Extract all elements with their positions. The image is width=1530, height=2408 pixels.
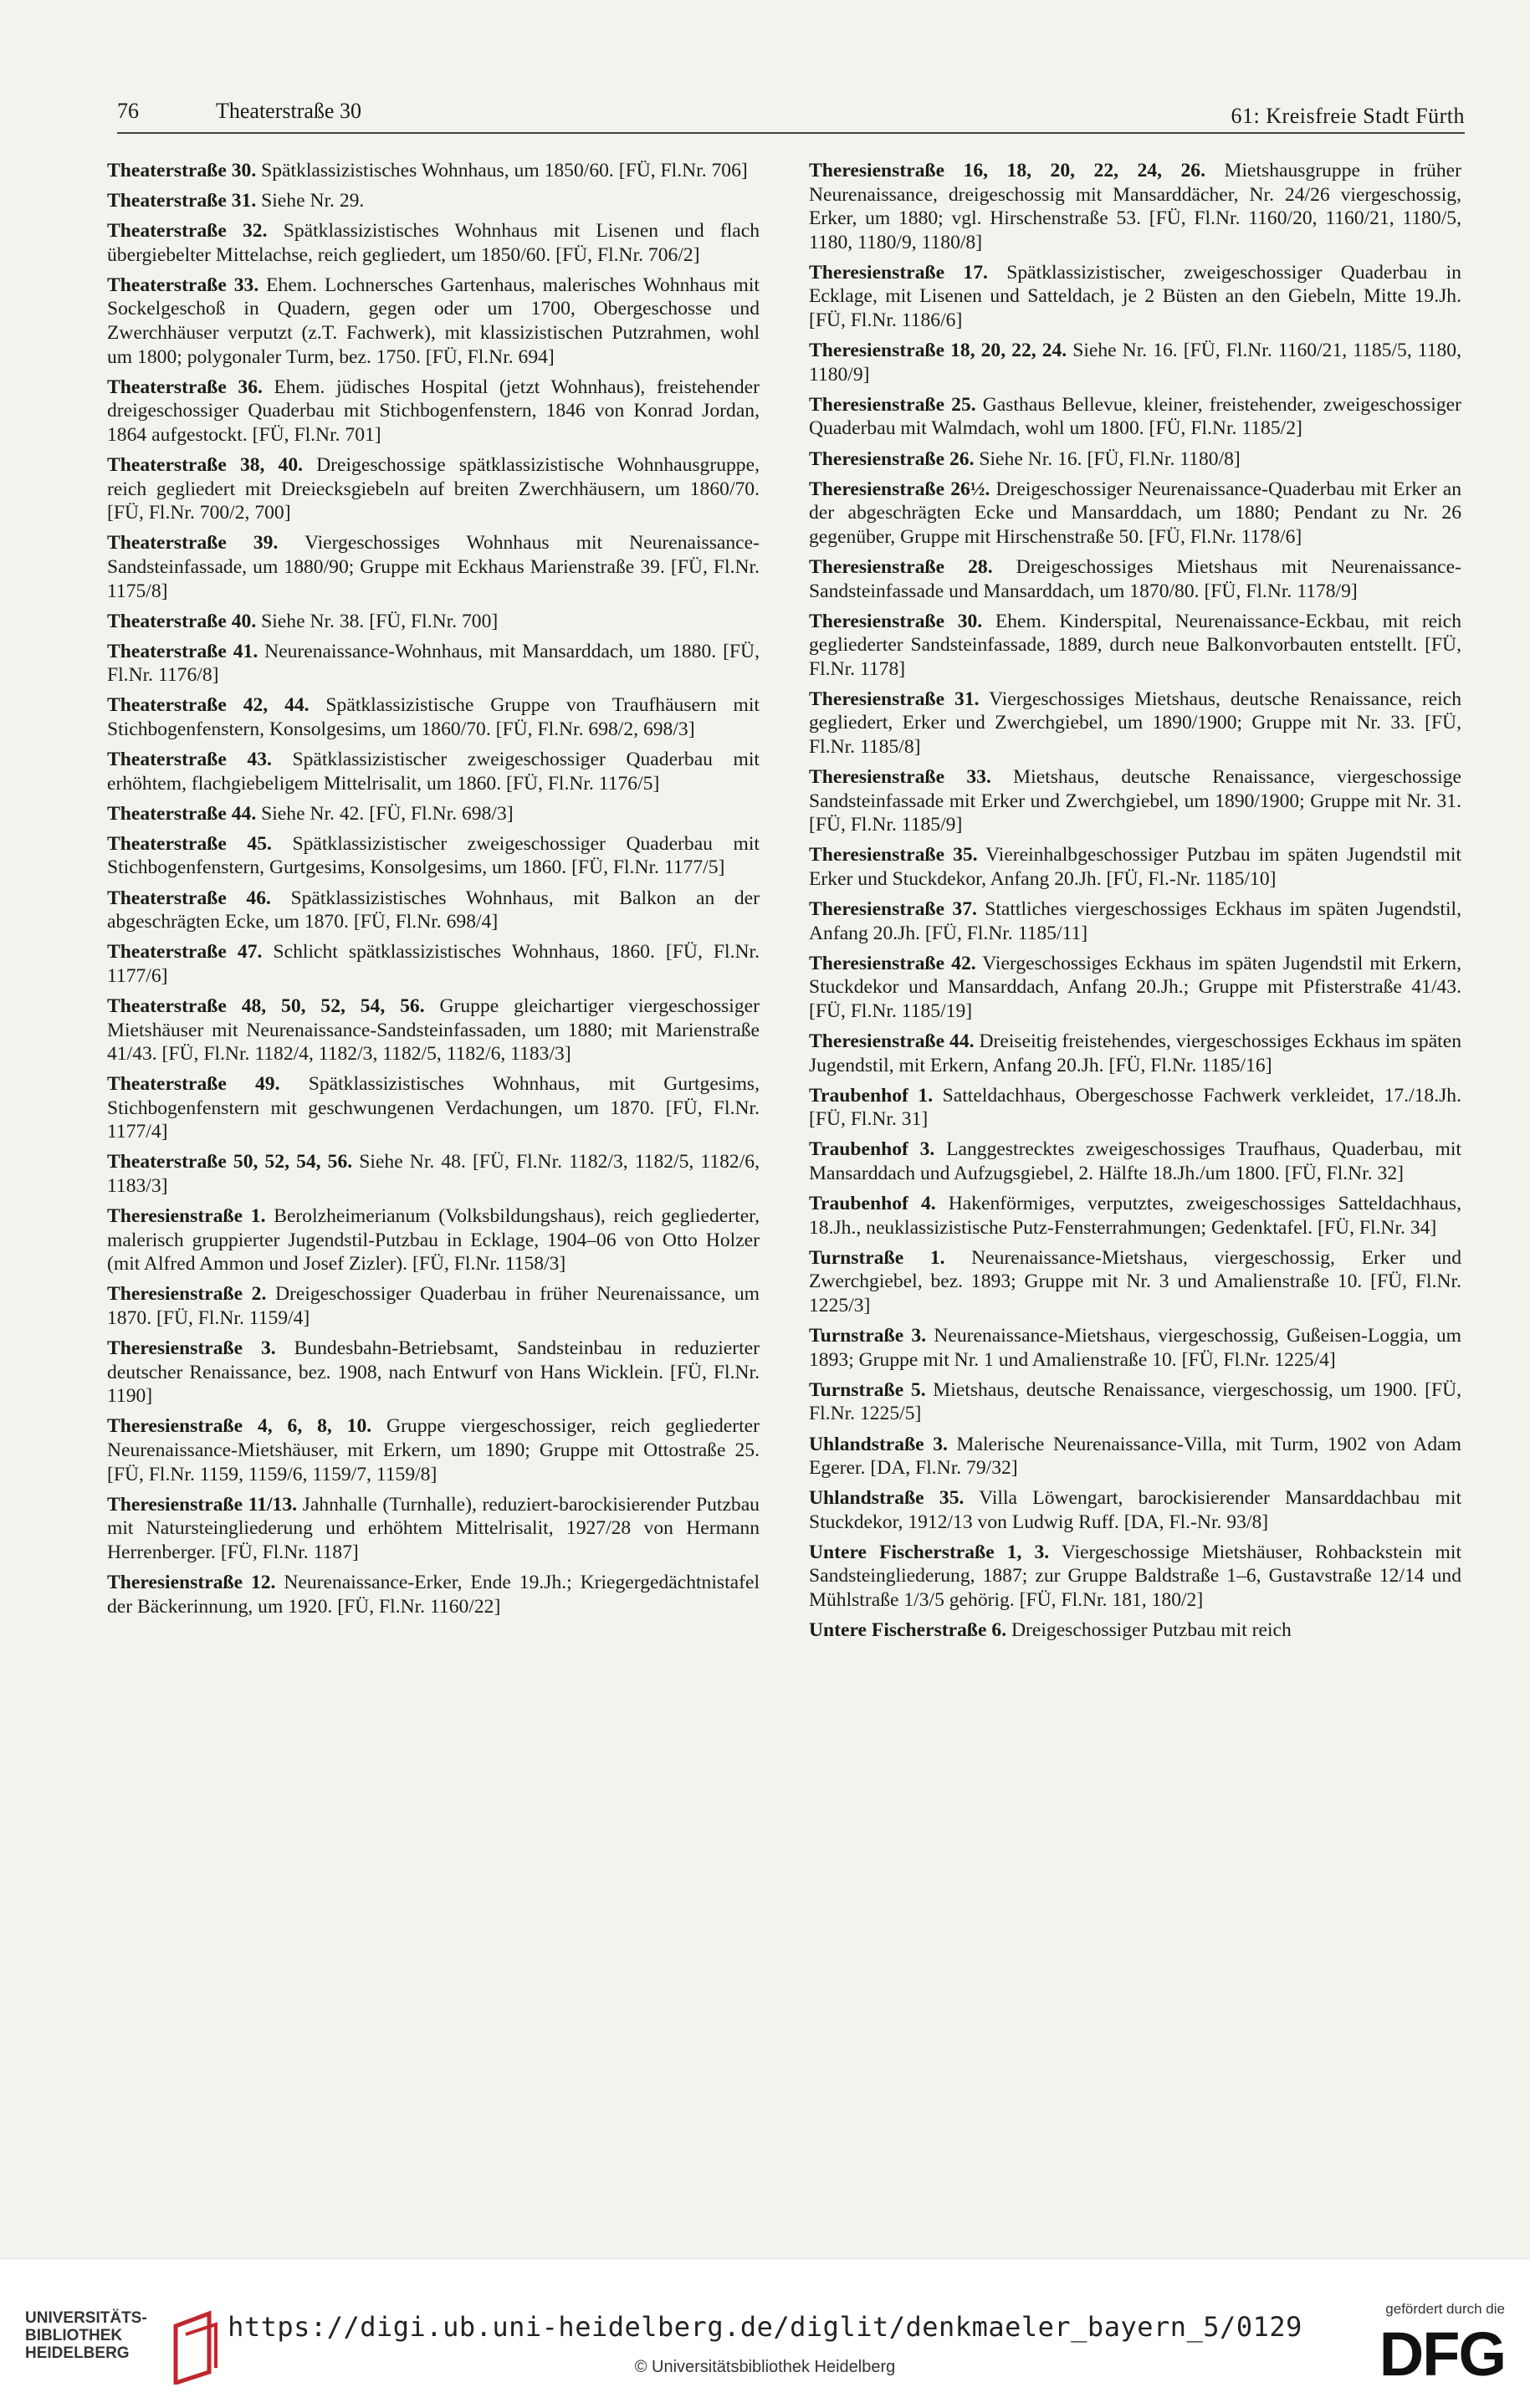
entry xyxy=(809,1030,1461,1077)
entry-heading: Untere Fischerstraße 6. xyxy=(809,1619,1007,1642)
entry-text: Jahnhalle (Turnhalle), reduziert-barockisierender Putzbau mit Natursteingliederung und erhöhtem Mittelrisalit, 1927/28 von Hermann Herrenberger. [FÜ, Fl.Nr. 1187] xyxy=(107,1493,760,1563)
entry xyxy=(809,1192,1461,1240)
entry-text: Spätklassizistischer zweigeschossiger Quaderbau mit Stichbogenfenstern, Gurtgesims, Konsolgesims, um 1860. [FÜ, Fl.Nr. 1177/5] xyxy=(107,832,760,879)
entry xyxy=(809,952,1461,1024)
entry xyxy=(107,994,760,1066)
entry xyxy=(107,189,760,213)
entry-text: Siehe Nr. 42. [FÜ, Fl.Nr. 698/3] xyxy=(256,802,514,825)
entry-text: Schlicht spätklassizistisches Wohnhaus, 1860. [FÜ, Fl.Nr. 1177/6] xyxy=(107,941,760,987)
entry-heading: Theresienstraße 33. xyxy=(809,766,991,789)
entry-text: Mietshaus, deutsche Renaissance, viergeschossig, um 1900. [FÜ, Fl.Nr. 1225/5] xyxy=(809,1378,1462,1425)
entry-heading: Theresienstraße 35. xyxy=(809,844,978,867)
entry xyxy=(809,447,1461,472)
library-name-line: HEIDELBERG xyxy=(25,2344,130,2362)
library-name-line: BIBLIOTHEK xyxy=(25,2327,123,2344)
entry xyxy=(107,748,760,795)
entry-heading: Theresienstraße 16, 18, 20, 22, 24, 26. xyxy=(809,160,1205,181)
entry-heading: Theaterstraße 31. xyxy=(107,190,257,212)
entry-heading: Theaterstraße 41. xyxy=(107,640,258,662)
copyright-text: © Universitätsbibliothek Heidelberg xyxy=(634,2358,896,2376)
running-title: Theaterstraße 30 xyxy=(216,99,361,123)
entry-heading: Theaterstraße 32. xyxy=(107,220,268,243)
entry-heading: Theaterstraße 43. xyxy=(107,749,272,771)
entry-text: Berolzheimerianum (Volksbildungshaus), reich gegliederter, malerisch gruppierter Jugendstil-Putzbau in Ecklage, 1904–06 von Otto Holzer (mit Alfred Ammon und Josef Zizler). [FÜ, Fl.Nr. 1158/3] xyxy=(107,1205,760,1276)
entry-heading: Theaterstraße 30. xyxy=(107,160,257,181)
entry-text: Spätklassizistisches Wohnhaus, um 1850/60. [FÜ, Fl.Nr. 706] xyxy=(256,160,748,181)
entry-text: Ehem. jüdisches Hospital (jetzt Wohnhaus), freistehender dreigeschossiger Quaderbau mit Stichbogenfenstern, 1846 von Konrad Jordan, 1864 aufgestockt. [FÜ, Fl.Nr. 701] xyxy=(107,376,760,446)
entry-text: Neurenaissance-Erker, Ende 19.Jh.; Kriegergedächtnistafel der Bäckerinnung, um 1920. [FÜ, Fl.Nr. 1160/22] xyxy=(107,1571,760,1618)
entry xyxy=(107,693,760,741)
entry-heading: Turnstraße 1. xyxy=(809,1246,945,1269)
entry-heading: Theaterstraße 33. xyxy=(107,274,259,296)
entry xyxy=(809,1541,1461,1613)
entry xyxy=(809,159,1461,254)
entry-text: Dreigeschossiger Neurenaissance-Quaderbau mit Erker an der abgeschrägten Ecke und Mansarddach, um 1880; Pendant zu Nr. 26 gegenüber, Gruppe mit Hirschenstraße 50. [FÜ, Fl.Nr. 1178/6] xyxy=(809,478,1461,548)
entry-heading: Theresienstraße 17. xyxy=(809,261,988,284)
entry xyxy=(107,640,760,688)
entry-heading: Theaterstraße 47. xyxy=(107,941,263,964)
entry xyxy=(107,610,760,634)
entry xyxy=(107,159,760,183)
entry xyxy=(809,1084,1461,1132)
entry xyxy=(107,1571,760,1618)
entry-heading: Traubenhof 4. xyxy=(809,1193,936,1215)
entry-heading: Theresienstraße 44. xyxy=(809,1030,975,1053)
entry-heading: Theresienstraße 12. xyxy=(107,1571,276,1593)
entry-heading: Theresienstraße 28. xyxy=(809,555,993,578)
entry-text: Spätklassizistisches Wohnhaus mit Lisenen und flach übergiebelter Mittelachse, reich gegliedert, um 1850/60. [FÜ, Fl.Nr. 706/2] xyxy=(107,220,760,266)
entry-heading: Theresienstraße 26½. xyxy=(809,478,990,500)
entry-heading: Theaterstraße 40. xyxy=(107,610,257,632)
entry-text: Spätklassizistisches Wohnhaus, mit Balkon an der abgeschrägten Ecke, um 1870. [FÜ, Fl.Nr. 698/4] xyxy=(107,887,760,933)
entry-text: Villa Löwengart, barockisierender Mansarddachbau mit Stuckdekor, 1912/13 von Ludwig Ruff. [DA, Fl.-Nr. 93/8] xyxy=(809,1487,1461,1533)
entry xyxy=(107,887,760,934)
entry-heading: Theresienstraße 26. xyxy=(809,447,975,470)
entry-text: Viergeschossiges Eckhaus im späten Jugendstil mit Erkern, Stuckdekor und Mansarddach, Anfang 20.Jh.; Gruppe mit Pfisterstraße 41/43. [FÜ, Fl.Nr. 1185/19] xyxy=(809,952,1461,1022)
entry xyxy=(107,1150,760,1198)
permalink-url[interactable]: https://digi.ub.uni-heidelberg.de/diglit/denkmaeler_bayern_5/0129 xyxy=(228,2311,1302,2343)
entry-text: Viereinhalbgeschossiger Putzbau im späten Jugendstil mit Erker und Stuckdekor, Anfang 20.Jh. [FÜ, Fl.-Nr. 1185/10] xyxy=(809,844,1461,891)
entry xyxy=(107,1282,760,1330)
entry-text: Malerische Neurenaissance-Villa, mit Turm, 1902 von Adam Egerer. [DA, Fl.Nr. 79/32] xyxy=(809,1433,1461,1480)
entry-heading: Turnstraße 5. xyxy=(809,1378,926,1401)
entry-text: Siehe Nr. 29. xyxy=(256,190,365,212)
entry xyxy=(809,1486,1461,1534)
entry-heading: Theaterstraße 36. xyxy=(107,376,263,398)
entry-text: Neurenaissance-Mietshaus, viergeschossig, Gußeisen-Loggia, um 1893; Gruppe mit Nr. 1 und Amalienstraße 10. [FÜ, Fl.Nr. 1225/4] xyxy=(809,1325,1462,1371)
entry xyxy=(809,1378,1461,1426)
entry xyxy=(809,897,1461,945)
entry-text: Neurenaissance-Mietshaus, viergeschossig, Erker und Zwerchgiebel, bez. 1893; Gruppe mit Nr. 3 und Amalienstraße 10. [FÜ, Fl.Nr. 1225/3] xyxy=(809,1246,1461,1317)
entry-text: Gasthaus Bellevue, kleiner, freistehender, zweigeschossiger Quaderbau mit Walmdach, wohl um 1800. [FÜ, Fl.Nr. 1185/2] xyxy=(809,393,1461,440)
entry-heading: Theaterstraße 49. xyxy=(107,1073,280,1096)
dfg-logo: DFG xyxy=(1379,2319,1505,2389)
entry-heading: Traubenhof 1. xyxy=(809,1084,934,1107)
entry-heading: Traubenhof 3. xyxy=(809,1138,935,1161)
entry xyxy=(107,1493,760,1565)
entry-heading: Turnstraße 3. xyxy=(809,1325,927,1347)
entry-text: Siehe Nr. 38. [FÜ, Fl.Nr. 700] xyxy=(256,610,499,632)
entry xyxy=(809,478,1461,550)
entry-heading: Theaterstraße 39. xyxy=(107,532,279,555)
left-column xyxy=(107,159,760,1625)
entry xyxy=(809,765,1461,837)
entry-heading: Uhlandstraße 3. xyxy=(809,1433,948,1455)
entry-text: Dreiseitig freistehendes, viergeschossiges Eckhaus im späten Jugendstil, mit Erkern, Anfang 20.Jh. [FÜ, Fl.Nr. 1185/16] xyxy=(809,1030,1461,1076)
entry xyxy=(107,802,760,826)
entry-heading: Theresienstraße 31. xyxy=(809,688,980,710)
entry-heading: Theaterstraße 46. xyxy=(107,887,271,909)
entry xyxy=(809,1246,1461,1318)
entry-heading: Theresienstraße 2. xyxy=(107,1283,267,1306)
entry xyxy=(107,1204,760,1276)
entry-text: Siehe Nr. 16. [FÜ, Fl.Nr. 1180/8] xyxy=(974,447,1241,470)
entry-heading: Theaterstraße 50, 52, 54, 56. xyxy=(107,1151,353,1173)
entry xyxy=(809,1138,1461,1185)
entry xyxy=(107,531,760,603)
entry xyxy=(809,843,1461,891)
entry xyxy=(809,1324,1461,1372)
entry xyxy=(809,1433,1461,1480)
entry-text: Hakenförmiges, verputztes, zweigeschossiges Satteldachhaus, 18.Jh., neuklassizistische Putz-Fensterrahmungen; Gedenktafel. [FÜ, Fl.Nr. 34] xyxy=(809,1193,1461,1239)
funding-caption: gefördert durch die xyxy=(1385,2301,1505,2317)
entry-text: Stattliches viergeschossiges Eckhaus im späten Jugendstil, Anfang 20.Jh. [FÜ, Fl.Nr. 1185/11] xyxy=(809,898,1461,944)
entry-heading: Theresienstraße 37. xyxy=(809,898,977,921)
entry-heading: Theresienstraße 25. xyxy=(809,393,976,416)
entry xyxy=(107,1337,760,1409)
entry-heading: Theresienstraße 3. xyxy=(107,1337,276,1360)
entry xyxy=(107,453,760,525)
entry xyxy=(107,832,760,880)
funder-logo[interactable] xyxy=(1346,2301,1505,2393)
entry-heading: Theresienstraße 4, 6, 8, 10. xyxy=(107,1415,372,1438)
entry-text: Spätklassizistisches Wohnhaus, mit Gurtgesims, Stichbogenfenstern mit geschwungenen Verdachungen, um 1870. [FÜ, Fl.Nr. 1177/4] xyxy=(107,1073,760,1143)
entry-heading: Theaterstraße 42, 44. xyxy=(107,694,310,717)
entry-text: Spätklassizistischer zweigeschossiger Quaderbau mit erhöhtem, flachgiebeligem Mittelrisalit, um 1860. [FÜ, Fl.Nr. 1176/5] xyxy=(107,749,760,795)
entry-heading: Theresienstraße 1. xyxy=(107,1205,266,1228)
entry-text: Viergeschossiges Mietshaus, deutsche Renaissance, reich gegliedert, Erker und Zwerchgiebel, um 1890/1900; Gruppe mit Nr. 33. [FÜ, Fl.Nr. 1185/8] xyxy=(809,688,1461,759)
entry-text: Dreigeschossiger Putzbau mit reich xyxy=(1006,1619,1292,1642)
entry-text: Ehem. Lochnersches Gartenhaus, malerisches Wohnhaus mit Sockelgeschoß in Quadern, gegen oder um 1700, Obergeschosse und Zwerchhäuser verputzt (z.T. Fachwerk), mit klassizistischen Putzrahmen, wohl um 1800; polygonaler Turm, bez. 1750. [FÜ, Fl.Nr. 694] xyxy=(107,274,760,368)
page-number: 76 xyxy=(117,99,139,123)
entry-text: Dreigeschossiger Quaderbau in früher Neurenaissance, um 1870. [FÜ, Fl.Nr. 1159/4] xyxy=(107,1283,760,1330)
entry-text: Neurenaissance-Wohnhaus, mit Mansarddach, um 1880. [FÜ, Fl.Nr. 1176/8] xyxy=(107,640,760,687)
page-header xyxy=(117,99,1465,141)
entry-heading: Theaterstraße 45. xyxy=(107,832,272,855)
viewer-footer xyxy=(0,2258,1530,2408)
right-column xyxy=(809,159,1461,1649)
entry xyxy=(107,1414,760,1486)
entry-text: Mietshaus, deutsche Renaissance, viergeschossige Sandsteinfassade mit Erker und Zwerchgiebel, um 1890/1900; Gruppe mit Nr. 31. [FÜ, Fl.Nr. 1185/9] xyxy=(809,766,1461,836)
entry-text: Gruppe gleichartiger viergeschossiger Mietshäuser mit Neurenaissance-Sandsteinfassaden, um 1880; mit Marienstraße 41/43. [FÜ, Fl.Nr. 1182/4, 1182/3, 1182/5, 1182/6, 1183/3] xyxy=(107,994,760,1066)
header-rule xyxy=(117,132,1465,134)
library-name-line: UNIVERSITÄTS- xyxy=(25,2309,147,2327)
entry-text: Viergeschossige Mietshäuser, Rohbackstein mit Sandsteingliederung, 1887; zur Gruppe Baldstraße 1–6, Gustavstraße 12/14 und Mühlstraße 1/3/5 gehörig. [FÜ, Fl.Nr. 181, 180/2] xyxy=(809,1541,1461,1612)
entry-heading: Theaterstraße 44. xyxy=(107,802,257,825)
entry-text: Ehem. Kinderspital, Neurenaissance-Eckbau, mit reich gegliederter Sandsteinfassade, 1889, durch neue Balkonvorbauten entstellt. [FÜ, Fl.Nr. 1178] xyxy=(809,610,1461,680)
entry xyxy=(809,1618,1461,1643)
entry-text: Dreigeschossiges Mietshaus mit Neurenaissance-Sandsteinfassade und Mansarddach, um 1870/80. [FÜ, Fl.Nr. 1178/9] xyxy=(809,555,1461,602)
entry xyxy=(107,376,760,447)
entry-text: Mietshausgruppe in früher Neurenaissance, dreigeschossig mit Mansarddächer, Nr. 24/26 viergeschossig, Erker, um 1880; vgl. Hirschenstraße 53. [FÜ, Fl.Nr. 1160/20, 1160/21, 1180/5, 1180, 1180/9, 1180/8] xyxy=(809,160,1461,253)
entry-heading: Theresienstraße 11/13. xyxy=(107,1493,298,1516)
entry xyxy=(107,219,760,267)
entry-text: Siehe Nr. 48. [FÜ, Fl.Nr. 1182/3, 1182/5, 1182/6, 1183/3] xyxy=(107,1151,760,1198)
entry xyxy=(809,555,1461,603)
entry-text: Gruppe viergeschossiger, reich gegliederter Neurenaissance-Mietshäuser, mit Erkern, um 1890; Gruppe mit Ottostraße 25. [FÜ, Fl.Nr. 1159, 1159/6, 1159/7, 1159/8] xyxy=(107,1415,760,1485)
entry-text: Spätklassizistischer, zweigeschossiger Quaderbau in Ecklage, mit Lisenen und Satteldach, je 2 Büsten an den Giebeln, Mitte 19.Jh. [FÜ, Fl.Nr. 1186/6] xyxy=(809,261,1461,332)
entry xyxy=(809,393,1461,441)
entry-heading: Theresienstraße 30. xyxy=(809,610,983,632)
entry-text: Bundesbahn-Betriebsamt, Sandsteinbau in reduzierter deutscher Renaissance, bez. 1908, nach Entwurf von Hans Wicklein. [FÜ, Fl.Nr. 1190] xyxy=(107,1337,760,1408)
entry-text: Satteldachhaus, Obergeschosse Fachwerk verkleidet, 17./18.Jh. [FÜ, Fl.Nr. 31] xyxy=(809,1084,1461,1131)
entry-heading: Theaterstraße 38, 40. xyxy=(107,454,304,477)
entry-text: Viergeschossiges Wohnhaus mit Neurenaissance-Sandsteinfassade, um 1880/90; Gruppe mit Eckhaus Marienstraße 39. [FÜ, Fl.Nr. 1175/8] xyxy=(107,532,760,602)
entry xyxy=(107,274,760,369)
entry-heading: Uhlandstraße 35. xyxy=(809,1487,965,1510)
entry-text: Dreigeschossige spätklassizistische Wohnhausgruppe, reich gegliedert mit Dreiecksgiebeln auf breiten Zwerchhäusern, um 1860/70. [FÜ, Fl.Nr. 700/2, 700] xyxy=(107,454,760,524)
entry xyxy=(809,339,1461,386)
region-title: 61: Kreisfreie Stadt Fürth xyxy=(1231,104,1465,128)
entry xyxy=(809,610,1461,682)
entry xyxy=(809,688,1461,759)
entry-text: Siehe Nr. 16. [FÜ, Fl.Nr. 1160/21, 1185/5, 1180, 1180/9] xyxy=(809,340,1461,386)
entry xyxy=(107,940,760,988)
entry xyxy=(107,1072,760,1144)
entry xyxy=(809,261,1461,333)
entry-text: Langgestrecktes zweigeschossiges Traufhaus, Quaderbau, mit Mansarddach und Aufzugsgiebel, 2. Hälfte 18.Jh./um 1800. [FÜ, Fl.Nr. 32] xyxy=(809,1138,1461,1185)
entry-heading: Theresienstraße 18, 20, 22, 24. xyxy=(809,340,1067,362)
entry-heading: Theresienstraße 42. xyxy=(809,952,976,974)
entry-heading: Theaterstraße 48, 50, 52, 54, 56. xyxy=(107,994,425,1017)
entry-text: Spätklassizistische Gruppe von Traufhäusern mit Stichbogenfenstern, Konsolgesims, um 1860/70. [FÜ, Fl.Nr. 698/2, 698/3] xyxy=(107,694,760,740)
entry-heading: Untere Fischerstraße 1, 3. xyxy=(809,1541,1050,1563)
